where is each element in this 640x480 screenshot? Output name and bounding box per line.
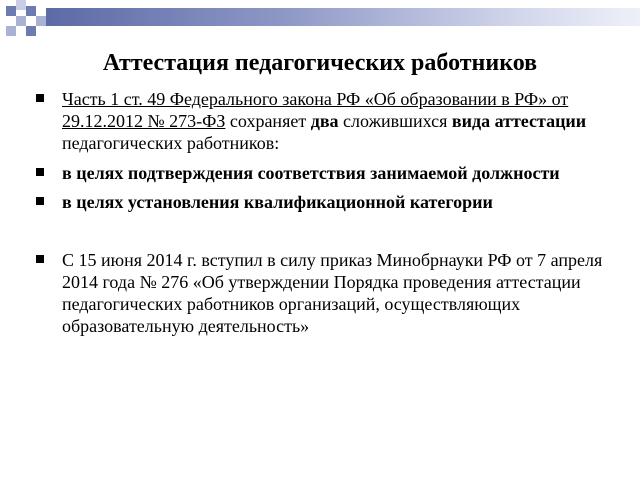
deco-square bbox=[26, 26, 36, 36]
deco-square bbox=[26, 6, 36, 16]
bullet-bold-text: два bbox=[310, 111, 339, 131]
square-bullet-icon bbox=[36, 255, 44, 263]
bullet-text: сохраняет bbox=[225, 111, 311, 131]
bullet-text: педагогических работников: bbox=[62, 133, 280, 153]
bullet-item bbox=[28, 162, 618, 184]
bullet-text: сложившихся bbox=[338, 111, 452, 131]
square-bullet-icon bbox=[36, 94, 44, 102]
bullet-text: С 15 июня 2014 г. вступил в силу приказ Минобрнауки РФ от 7 апреля 2014 года № 276 «Об утверждении Порядка проведения аттестации педагогических работников организаций, осуществляющих образовательную деятельность» bbox=[62, 250, 603, 336]
deco-square bbox=[16, 0, 26, 10]
slide-content bbox=[28, 88, 618, 337]
decorative-checker-band bbox=[0, 0, 640, 40]
deco-gradient-bar bbox=[46, 8, 640, 26]
deco-square bbox=[6, 26, 16, 36]
bullet-item bbox=[28, 88, 618, 154]
square-bullet-icon bbox=[36, 197, 44, 205]
bullet-bold-text: вида аттестации bbox=[451, 111, 587, 131]
square-bullet-icon bbox=[36, 168, 44, 176]
deco-square bbox=[6, 6, 16, 16]
bullet-text: в целях установления квалификационной категории bbox=[62, 192, 493, 212]
bullet-text: в целях подтверждения соответствия занимаемой должности bbox=[62, 163, 560, 183]
slide-title: Аттестация педагогических работников bbox=[102, 50, 538, 76]
deco-square bbox=[16, 16, 26, 26]
deco-square bbox=[36, 16, 46, 26]
bullet-item bbox=[28, 191, 618, 213]
bullet-item bbox=[28, 249, 618, 337]
law-link[interactable]: Часть 1 ст. 49 Федерального закона РФ «Об образовании в РФ» от 29.12.2012 № 273-ФЗ bbox=[62, 89, 569, 131]
